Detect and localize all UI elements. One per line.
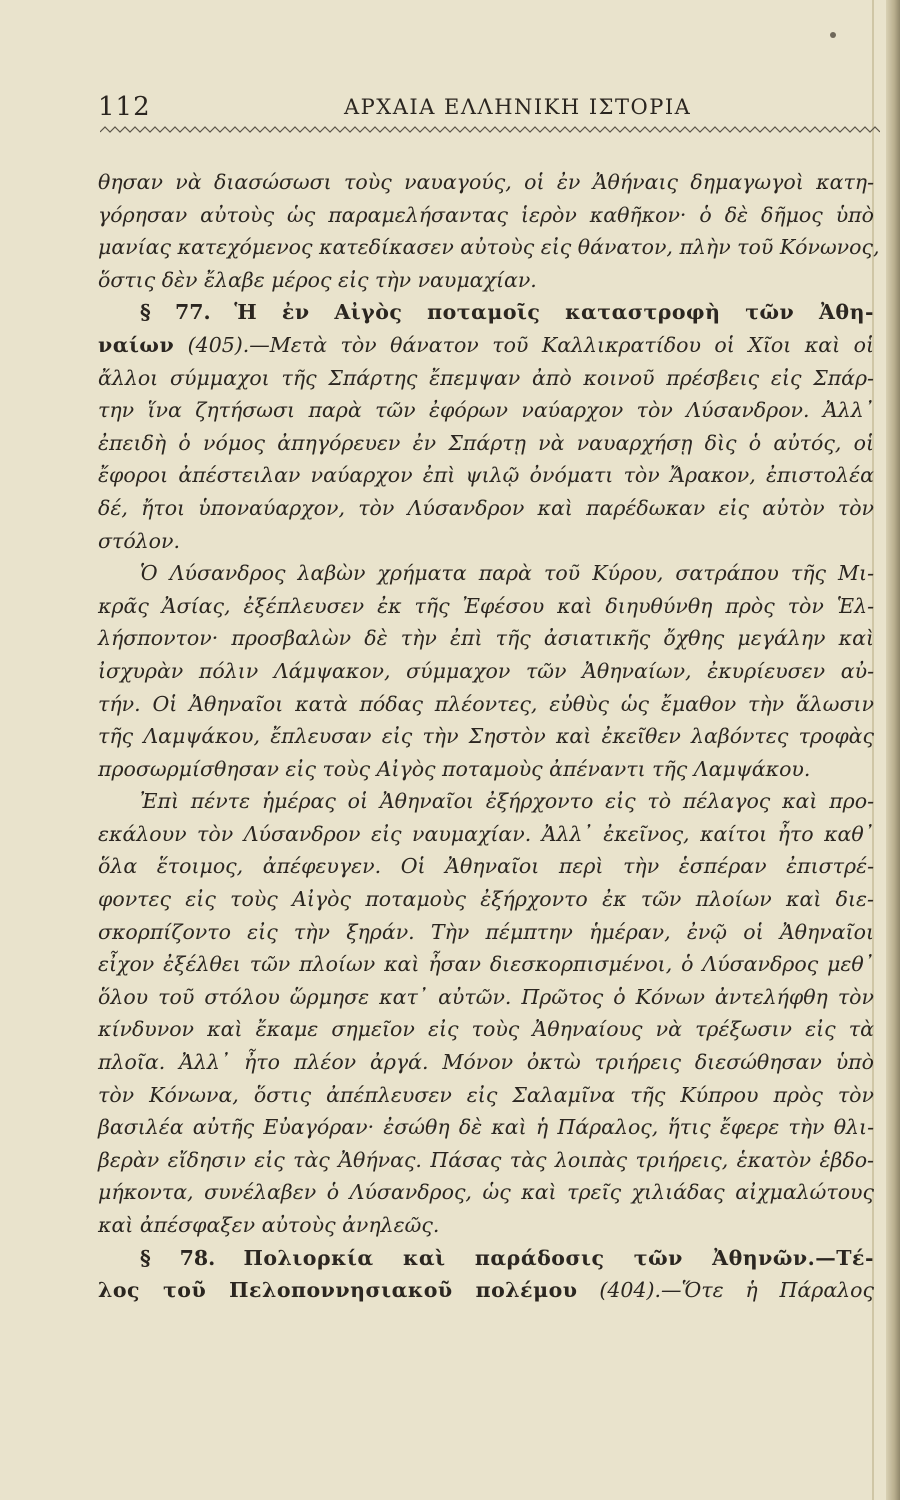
text-line: φοντες εἰς τοὺς Αἰγὸς ποταμοὺς ἐξήρχοντο ἐκ τῶν πλοίων καὶ διε-: [98, 887, 874, 912]
text-line: τήν. Οἱ Ἀθηναῖοι κατὰ πόδας πλέοντες, εὐθὺς ὡς ἔμαθον τὴν ἅλωσιν: [98, 691, 874, 716]
text-line: τὸν Κόνωνα, ὅστις ἀπέπλευσεν εἰς Σαλαμῖνα τῆς Κύπρου πρὸς τὸν: [98, 1082, 874, 1107]
text-line: βερὰν εἴδησιν εἰς τὰς Ἀθήνας. Πάσας τὰς λοιπὰς τριήρεις, ἑκατὸν ἑβδο-: [98, 1147, 874, 1172]
section-77-title: Ἡ ἐν Αἰγὸς ποταμοῖς καταστροφὴ τῶν Ἀθη-: [234, 300, 874, 325]
section-77-heading: [98, 296, 874, 329]
text-line: ὅλου τοῦ στόλου ὥρμησε κατ᾽ αὐτῶν. Πρῶτος ὁ Κόνων ἀντελήφθη τὸν: [98, 984, 874, 1009]
text-line: κρᾶς Ἀσίας, ἐξέπλευσεν ἐκ τῆς Ἐφέσου καὶ διηυθύνθη πρὸς τὸν Ἑλ-: [98, 593, 874, 618]
text-line: γόρησαν αὐτοὺς ὡς παραμελήσαντας ἱερὸν καθῆκον· ὁ δὲ δῆμος ὑπὸ: [98, 202, 874, 227]
page-edge: [886, 0, 900, 1500]
wavy-rule-ornament: [100, 125, 880, 139]
section-78-title: Πολιορκία καὶ παράδοσις τῶν Ἀθηνῶν.—Τέ-: [243, 1245, 874, 1270]
text-line: τῆς Λαμψάκου, ἔπλευσαν εἰς τὴν Σηστὸν καὶ ἐκεῖθεν λαβόντες τροφὰς: [98, 724, 874, 749]
page-number: 112: [98, 92, 151, 122]
text-line: δέ, ἤτοι ὑποναύαρχον, τὸν Λύσανδρον καὶ παρέδωκαν εἰς αὐτὸν τὸν: [98, 495, 874, 520]
text-line: μήκοντα, συνέλαβεν ὁ Λύσανδρος, ὡς καὶ τρεῖς χιλιάδας αἰχμαλώτους: [98, 1180, 874, 1205]
text-line: εἶχον ἐξέλθει τῶν πλοίων καὶ ἦσαν διεσκορπισμένοι, ὁ Λύσανδρος μεθ᾽: [98, 952, 874, 977]
section-77-date: (405).—Μετὰ τὸν θάνατον τοῦ Καλλικρατίδου οἱ Χῖοι καὶ οἱ: [187, 332, 874, 357]
text-line: ὅστις δὲν ἔλαβε μέρος εἰς τὴν ναυμαχίαν.: [98, 267, 537, 292]
text-line: καὶ ἀπέσφαξεν αὐτοὺς ἀνηλεῶς.: [98, 1213, 440, 1237]
text-line: Ἐπὶ πέντε ἡμέρας οἱ Ἀθηναῖοι ἐξήρχοντο εἰς τὸ πέλαγος καὶ προ-: [140, 789, 874, 814]
section-78-heading-cont: [98, 1274, 874, 1307]
text-line: μανίας κατεχόμενος κατεδίκασεν αὐτοὺς εἰς θάνατον, πλὴν τοῦ Κόνωνος,: [98, 235, 880, 260]
section-77-number: § 77.: [140, 300, 211, 325]
section-78-heading: [98, 1242, 874, 1275]
text-line: προσωρμίσθησαν εἰς τοὺς Αἰγὸς ποταμοὺς ἀπέναντι τῆς Λαμψάκου.: [98, 756, 811, 781]
section-77-heading-cont: [98, 329, 874, 362]
text-line: λήσποντον· προσβαλὼν δὲ τὴν ἐπὶ τῆς ἀσιατικῆς ὄχθης μεγάλην καὶ: [98, 626, 874, 651]
text-line: Ὁ Λύσανδρος λαβὼν χρήματα παρὰ τοῦ Κύρου, σατράπου τῆς Μι-: [140, 561, 874, 586]
text-line: κίνδυνον καὶ ἔκαμε σημεῖον εἰς τοὺς Ἀθηναίους νὰ τρέξωσιν εἰς τὰ: [98, 1017, 874, 1042]
section-78-date: (404).—Ὅτε ἡ Πάραλος: [599, 1278, 874, 1303]
section-78-title-cont: λος τοῦ Πελοποννησιακοῦ πολέμου: [98, 1278, 578, 1303]
text-line: πλοῖα. Ἀλλ᾽ ἦτο πλέον ἀργά. Μόνον ὀκτὼ τριήρεις διεσώθησαν ὑπὸ: [98, 1050, 874, 1075]
text-line: την ἵνα ζητήσωσι παρὰ τῶν ἐφόρων ναύαρχον τὸν Λύσανδρον. Ἀλλ᾽: [98, 398, 874, 423]
body-text: [98, 166, 880, 1307]
text-line: ἐπειδὴ ὁ νόμος ἀπηγόρευεν ἐν Σπάρτῃ νὰ ναυαρχήσῃ δὶς ὁ αὐτός, οἱ: [98, 430, 874, 455]
text-line: ὅλα ἕτοιμος, ἀπέφευγεν. Οἱ Ἀθηναῖοι περὶ τὴν ἑσπέραν ἐπιστρέ-: [98, 854, 874, 879]
text-line: ἰσχυρὰν πόλιν Λάμψακον, σύμμαχον τῶν Ἀθηναίων, ἐκυρίευσεν αὐ-: [98, 658, 874, 683]
ink-dot: [830, 32, 836, 38]
section-78-number: § 78.: [140, 1245, 216, 1270]
running-title: ΑΡΧΑΙΑ ΕΛΛΗΝΙΚΗ ΙΣΤΟΡΙΑ: [344, 95, 692, 119]
text-line: ἔφοροι ἀπέστειλαν ναύαρχον ἐπὶ ψιλῷ ὀνόματι τὸν Ἄρακον, ἐπιστολέα: [98, 463, 874, 488]
text-line: θησαν νὰ διασώσωσι τοὺς ναυαγούς, οἱ ἐν Ἀθήναις δημαγωγοὶ κατη-: [98, 170, 874, 194]
text-line: ἄλλοι σύμμαχοι τῆς Σπάρτης ἔπεμψαν ἀπὸ κοινοῦ πρέσβεις εἰς Σπάρ-: [98, 365, 874, 390]
text-line: σκορπίζοντο εἰς τὴν ξηράν. Τὴν πέμπτην ἡμέραν, ἐνῷ οἱ Ἀθηναῖοι: [98, 919, 874, 944]
text-line: εκάλουν τὸν Λύσανδρον εἰς ναυμαχίαν. Ἀλλ᾽ ἐκεῖνος, καίτοι ἦτο καθ᾽: [98, 821, 874, 846]
text-line: βασιλέα αὐτῆς Εὐαγόραν· ἐσώθη δὲ καὶ ἡ Πάραλος, ἥτις ἔφερε τὴν θλι-: [98, 1115, 874, 1140]
text-line: στόλον.: [98, 528, 180, 553]
section-77-title-cont: ναίων: [98, 332, 175, 357]
